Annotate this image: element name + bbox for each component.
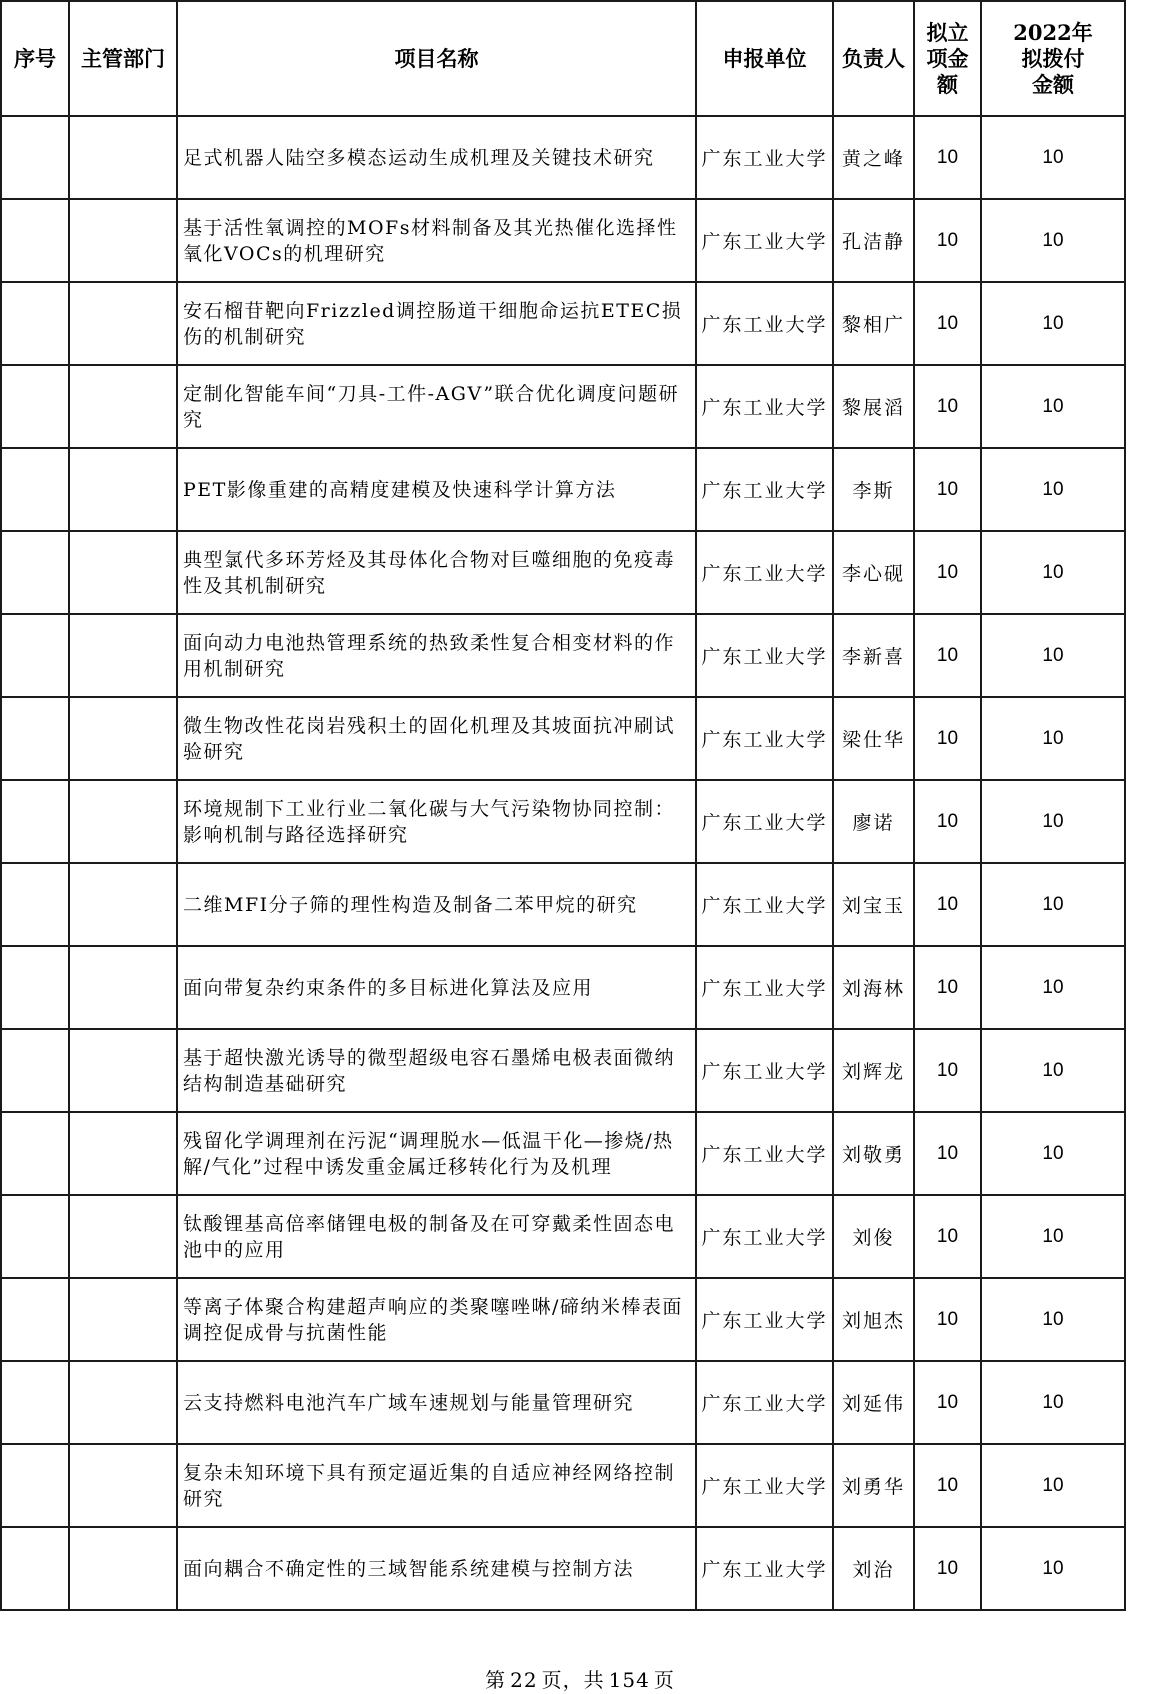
cell-unit: 广东工业大学 bbox=[696, 780, 833, 863]
cell-payment: 10 bbox=[981, 1444, 1125, 1527]
cell-dept bbox=[69, 1029, 177, 1112]
header-unit: 申报单位 bbox=[696, 1, 833, 116]
cell-amount: 10 bbox=[914, 365, 981, 448]
cell-dept bbox=[69, 780, 177, 863]
cell-payment: 10 bbox=[981, 780, 1125, 863]
cell-amount: 10 bbox=[914, 116, 981, 199]
cell-project-name: PET影像重建的高精度建模及快速科学计算方法 bbox=[177, 448, 696, 531]
cell-payment: 10 bbox=[981, 946, 1125, 1029]
cell-dept bbox=[69, 1195, 177, 1278]
cell-project-name: 等离子体聚合构建超声响应的类聚噻唑啉/碲纳米棒表面调控促成骨与抗菌性能 bbox=[177, 1278, 696, 1361]
cell-project-name: 典型氯代多环芳烃及其母体化合物对巨噬细胞的免疫毒性及其机制研究 bbox=[177, 531, 696, 614]
cell-project-name: 面向动力电池热管理系统的热致柔性复合相变材料的作用机制研究 bbox=[177, 614, 696, 697]
cell-amount: 10 bbox=[914, 199, 981, 282]
cell-unit: 广东工业大学 bbox=[696, 614, 833, 697]
header-payment-line: 金额 bbox=[1032, 71, 1074, 97]
cell-dept bbox=[69, 1361, 177, 1444]
cell-seq bbox=[1, 1278, 69, 1361]
cell-unit: 广东工业大学 bbox=[696, 1527, 833, 1610]
cell-amount: 10 bbox=[914, 1527, 981, 1610]
cell-dept bbox=[69, 1444, 177, 1527]
cell-seq bbox=[1, 116, 69, 199]
cell-amount: 10 bbox=[914, 697, 981, 780]
cell-payment: 10 bbox=[981, 365, 1125, 448]
cell-lead: 刘海林 bbox=[833, 946, 914, 1029]
header-payment-line: 2022年 bbox=[1013, 19, 1093, 45]
cell-amount: 10 bbox=[914, 614, 981, 697]
cell-dept bbox=[69, 1278, 177, 1361]
cell-lead: 孔洁静 bbox=[833, 199, 914, 282]
cell-amount: 10 bbox=[914, 531, 981, 614]
cell-project-name: 面向带复杂约束条件的多目标进化算法及应用 bbox=[177, 946, 696, 1029]
cell-amount: 10 bbox=[914, 863, 981, 946]
table-row bbox=[1, 1278, 1125, 1361]
cell-dept bbox=[69, 531, 177, 614]
cell-dept bbox=[69, 614, 177, 697]
cell-lead: 刘勇华 bbox=[833, 1444, 914, 1527]
cell-lead: 李心砚 bbox=[833, 531, 914, 614]
table-row bbox=[1, 697, 1125, 780]
cell-project-name: 安石榴苷靶向Frizzled调控肠道干细胞命运抗ETEC损伤的机制研究 bbox=[177, 282, 696, 365]
table-body bbox=[1, 116, 1125, 1610]
cell-amount: 10 bbox=[914, 1278, 981, 1361]
cell-seq bbox=[1, 1112, 69, 1195]
cell-payment: 10 bbox=[981, 863, 1125, 946]
cell-lead: 黎展滔 bbox=[833, 365, 914, 448]
cell-dept bbox=[69, 697, 177, 780]
footer-suffix: 页 bbox=[653, 1668, 675, 1692]
cell-payment: 10 bbox=[981, 1112, 1125, 1195]
cell-project-name: 钛酸锂基高倍率储锂电极的制备及在可穿戴柔性固态电池中的应用 bbox=[177, 1195, 696, 1278]
cell-payment: 10 bbox=[981, 1195, 1125, 1278]
table-row bbox=[1, 531, 1125, 614]
cell-unit: 广东工业大学 bbox=[696, 1029, 833, 1112]
cell-amount: 10 bbox=[914, 1112, 981, 1195]
cell-seq bbox=[1, 1195, 69, 1278]
cell-dept bbox=[69, 365, 177, 448]
cell-seq bbox=[1, 365, 69, 448]
cell-unit: 广东工业大学 bbox=[696, 282, 833, 365]
cell-lead: 刘俊 bbox=[833, 1195, 914, 1278]
table-row bbox=[1, 1527, 1125, 1610]
table-header bbox=[1, 1, 1125, 116]
cell-payment: 10 bbox=[981, 199, 1125, 282]
header-name: 项目名称 bbox=[177, 1, 696, 116]
header-amount-line: 额 bbox=[937, 71, 958, 97]
cell-project-name: 基于超快激光诱导的微型超级电容石墨烯电极表面微纳结构制造基础研究 bbox=[177, 1029, 696, 1112]
cell-amount: 10 bbox=[914, 1361, 981, 1444]
cell-seq bbox=[1, 1029, 69, 1112]
table-row bbox=[1, 282, 1125, 365]
cell-dept bbox=[69, 946, 177, 1029]
header-amount-line: 拟立 bbox=[926, 19, 969, 45]
table-row bbox=[1, 863, 1125, 946]
cell-seq bbox=[1, 780, 69, 863]
header-lead: 负责人 bbox=[833, 1, 914, 116]
cell-seq bbox=[1, 697, 69, 780]
cell-unit: 广东工业大学 bbox=[696, 531, 833, 614]
cell-seq bbox=[1, 1527, 69, 1610]
cell-lead: 梁仕华 bbox=[833, 697, 914, 780]
cell-project-name: 定制化智能车间“刀具-工件-AGV”联合优化调度问题研究 bbox=[177, 365, 696, 448]
cell-project-name: 残留化学调理剂在污泥“调理脱水—低温干化—掺烧/热解/气化”过程中诱发重金属迁移转化行为及机理 bbox=[177, 1112, 696, 1195]
footer-middle: 页，共 bbox=[541, 1668, 605, 1692]
cell-amount: 10 bbox=[914, 946, 981, 1029]
cell-unit: 广东工业大学 bbox=[696, 116, 833, 199]
cell-lead: 黄之峰 bbox=[833, 116, 914, 199]
table-row bbox=[1, 1112, 1125, 1195]
table-row bbox=[1, 1195, 1125, 1278]
cell-unit: 广东工业大学 bbox=[696, 1112, 833, 1195]
cell-dept bbox=[69, 863, 177, 946]
cell-lead: 刘辉龙 bbox=[833, 1029, 914, 1112]
footer-page-number: 22 bbox=[510, 1668, 538, 1692]
header-payment bbox=[981, 1, 1125, 116]
cell-project-name: 面向耦合不确定性的三域智能系统建模与控制方法 bbox=[177, 1527, 696, 1610]
cell-lead: 刘治 bbox=[833, 1527, 914, 1610]
cell-payment: 10 bbox=[981, 448, 1125, 531]
cell-unit: 广东工业大学 bbox=[696, 365, 833, 448]
table-row bbox=[1, 116, 1125, 199]
table-row bbox=[1, 1444, 1125, 1527]
cell-unit: 广东工业大学 bbox=[696, 863, 833, 946]
cell-amount: 10 bbox=[914, 448, 981, 531]
cell-seq bbox=[1, 199, 69, 282]
cell-amount: 10 bbox=[914, 1029, 981, 1112]
cell-dept bbox=[69, 1527, 177, 1610]
cell-amount: 10 bbox=[914, 1444, 981, 1527]
cell-lead: 刘宝玉 bbox=[833, 863, 914, 946]
cell-payment: 10 bbox=[981, 1029, 1125, 1112]
page-footer bbox=[0, 1664, 1160, 1693]
cell-unit: 广东工业大学 bbox=[696, 1361, 833, 1444]
cell-seq bbox=[1, 448, 69, 531]
header-dept: 主管部门 bbox=[69, 1, 177, 116]
cell-unit: 广东工业大学 bbox=[696, 946, 833, 1029]
cell-lead: 廖诺 bbox=[833, 780, 914, 863]
cell-unit: 广东工业大学 bbox=[696, 448, 833, 531]
cell-amount: 10 bbox=[914, 282, 981, 365]
cell-dept bbox=[69, 116, 177, 199]
cell-unit: 广东工业大学 bbox=[696, 697, 833, 780]
table-row bbox=[1, 448, 1125, 531]
cell-project-name: 微生物改性花岗岩残积土的固化机理及其坡面抗冲刷试验研究 bbox=[177, 697, 696, 780]
header-amount bbox=[914, 1, 981, 116]
cell-seq bbox=[1, 531, 69, 614]
cell-lead: 黎相广 bbox=[833, 282, 914, 365]
cell-payment: 10 bbox=[981, 1361, 1125, 1444]
cell-unit: 广东工业大学 bbox=[696, 1444, 833, 1527]
table-row bbox=[1, 1361, 1125, 1444]
footer-prefix: 第 bbox=[485, 1668, 507, 1692]
cell-lead: 李斯 bbox=[833, 448, 914, 531]
cell-seq bbox=[1, 1361, 69, 1444]
table-row bbox=[1, 614, 1125, 697]
cell-lead: 刘旭杰 bbox=[833, 1278, 914, 1361]
cell-project-name: 环境规制下工业行业二氧化碳与大气污染物协同控制：影响机制与路径选择研究 bbox=[177, 780, 696, 863]
cell-seq bbox=[1, 614, 69, 697]
cell-dept bbox=[69, 199, 177, 282]
cell-dept bbox=[69, 282, 177, 365]
header-payment-line: 拟拨付 bbox=[1021, 45, 1085, 71]
table-row bbox=[1, 780, 1125, 863]
cell-project-name: 复杂未知环境下具有预定逼近集的自适应神经网络控制研究 bbox=[177, 1444, 696, 1527]
cell-payment: 10 bbox=[981, 116, 1125, 199]
cell-amount: 10 bbox=[914, 780, 981, 863]
cell-payment: 10 bbox=[981, 697, 1125, 780]
cell-project-name: 足式机器人陆空多模态运动生成机理及关键技术研究 bbox=[177, 116, 696, 199]
cell-seq bbox=[1, 1444, 69, 1527]
cell-seq bbox=[1, 946, 69, 1029]
cell-payment: 10 bbox=[981, 1278, 1125, 1361]
cell-dept bbox=[69, 448, 177, 531]
cell-lead: 刘敬勇 bbox=[833, 1112, 914, 1195]
cell-payment: 10 bbox=[981, 614, 1125, 697]
cell-unit: 广东工业大学 bbox=[696, 199, 833, 282]
cell-payment: 10 bbox=[981, 282, 1125, 365]
header-seq: 序号 bbox=[1, 1, 69, 116]
cell-payment: 10 bbox=[981, 1527, 1125, 1610]
cell-lead: 刘延伟 bbox=[833, 1361, 914, 1444]
cell-project-name: 云支持燃料电池汽车广域车速规划与能量管理研究 bbox=[177, 1361, 696, 1444]
cell-project-name: 基于活性氧调控的MOFs材料制备及其光热催化选择性氧化VOCs的机理研究 bbox=[177, 199, 696, 282]
cell-unit: 广东工业大学 bbox=[696, 1278, 833, 1361]
cell-seq bbox=[1, 863, 69, 946]
cell-seq bbox=[1, 282, 69, 365]
table-row bbox=[1, 1029, 1125, 1112]
header-amount-line: 项金 bbox=[926, 45, 969, 71]
header-row bbox=[1, 1, 1125, 116]
cell-dept bbox=[69, 1112, 177, 1195]
footer-total-pages: 154 bbox=[608, 1668, 650, 1692]
cell-amount: 10 bbox=[914, 1195, 981, 1278]
table-row bbox=[1, 365, 1125, 448]
cell-unit: 广东工业大学 bbox=[696, 1195, 833, 1278]
cell-project-name: 二维MFI分子筛的理性构造及制备二苯甲烷的研究 bbox=[177, 863, 696, 946]
cell-lead: 李新喜 bbox=[833, 614, 914, 697]
cell-payment: 10 bbox=[981, 531, 1125, 614]
table-row bbox=[1, 946, 1125, 1029]
table-row bbox=[1, 199, 1125, 282]
